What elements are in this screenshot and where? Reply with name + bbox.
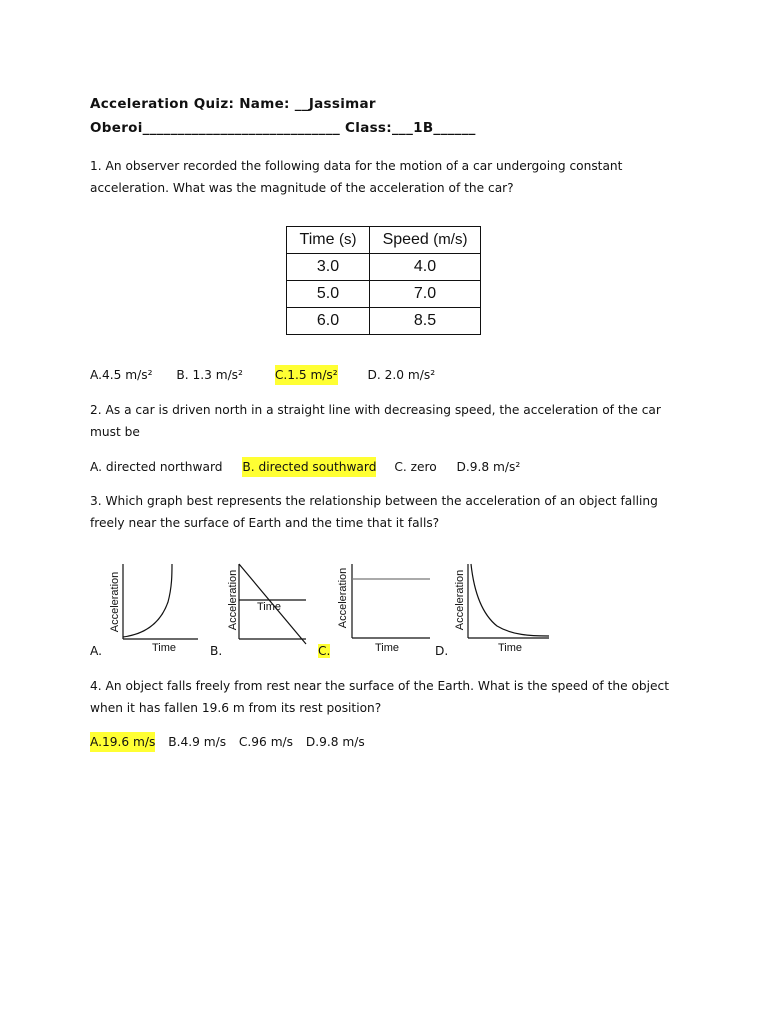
q2-choice-b[interactable]: B. directed southward <box>242 457 376 477</box>
q2-choice-d[interactable]: D.9.8 m/s² <box>456 460 521 474</box>
table-cell-speed: 8.5 <box>370 308 481 335</box>
graph-a-curve <box>123 564 172 637</box>
quiz-header <box>90 92 690 140</box>
q1-choice-b[interactable]: B. 1.3 m/s² <box>176 368 243 382</box>
q1-choice-a[interactable]: A.4.5 m/s² <box>90 368 153 382</box>
q4-choice-d[interactable]: D.9.8 m/s <box>305 735 365 749</box>
table-row <box>287 308 481 335</box>
question-1 <box>90 155 690 199</box>
table-header-time: Time (s) <box>287 227 370 254</box>
graph-d-xlabel: Time <box>497 642 523 654</box>
question-4-choices <box>90 732 690 752</box>
question-2-text: 2. As a car is driven north in a straight line with decreasing speed, the acceleration of the car must be <box>90 403 661 439</box>
question-2-choices <box>90 457 690 477</box>
table-cell-speed: 7.0 <box>370 281 481 308</box>
q2-choice-c[interactable]: C. zero <box>394 460 437 474</box>
table-row <box>287 281 481 308</box>
header-name-line: Acceleration Quiz: Name: __Jassimar <box>90 96 376 112</box>
q1-choice-d[interactable]: D. 2.0 m/s² <box>367 368 436 382</box>
graph-c-ylabel: Acceleration <box>337 567 349 629</box>
data-table-wrap <box>286 226 481 335</box>
time-speed-table <box>286 226 481 335</box>
graph-d-letter[interactable]: D. <box>435 644 449 658</box>
graph-c-letter-highlight: C. <box>318 644 331 658</box>
graph-c-xlabel: Time <box>374 642 400 654</box>
q4-choice-b[interactable]: B.4.9 m/s <box>168 735 227 749</box>
question-3 <box>90 490 690 534</box>
table-header-row <box>287 227 481 254</box>
header-class-line: Oberoi____________________________ Class:___1B______ <box>90 120 476 136</box>
q4-choice-c[interactable]: C.96 m/s <box>238 735 294 749</box>
table-cell-time: 5.0 <box>287 281 370 308</box>
question-4-text: 4. An object falls freely from rest near the surface of the Earth. What is the speed of the object when it has fallen 19.6 m from its rest position? <box>90 679 670 715</box>
question-4 <box>90 675 690 719</box>
table-header-speed: Speed (m/s) <box>370 227 481 254</box>
graph-a[interactable] <box>106 562 206 662</box>
graph-b[interactable] <box>224 562 324 662</box>
q2-choice-a[interactable]: A. directed northward <box>90 460 223 474</box>
question-1-text: 1. An observer recorded the following data for the motion of a car undergoing constant acceleration. What was the magnitude of the acceleration of the car? <box>90 159 623 195</box>
graph-c-letter[interactable] <box>318 644 330 658</box>
table-cell-speed: 4.0 <box>370 254 481 281</box>
graph-b-ylabel: Acceleration <box>227 569 239 631</box>
question-1-choices <box>90 365 690 385</box>
table-row <box>287 254 481 281</box>
graph-d-ylabel: Acceleration <box>454 569 466 631</box>
question-3-text: 3. Which graph best represents the relationship between the acceleration of an object falling freely near the surface of Earth and the time that it falls? <box>90 494 658 530</box>
graph-a-xlabel: Time <box>151 642 177 654</box>
question-2 <box>90 399 690 443</box>
q1-choice-c[interactable]: C.1.5 m/s² <box>275 365 338 385</box>
graph-a-ylabel: Acceleration <box>109 571 121 633</box>
graph-c[interactable] <box>335 562 435 662</box>
graph-d-curve <box>471 564 549 636</box>
table-cell-time: 6.0 <box>287 308 370 335</box>
q4-choice-a[interactable]: A.19.6 m/s <box>90 732 155 752</box>
graph-d[interactable] <box>452 562 552 662</box>
graph-a-letter[interactable]: A. <box>90 644 102 658</box>
graph-b-letter[interactable]: B. <box>210 644 223 658</box>
graph-b-xlabel: Time <box>257 601 282 613</box>
table-cell-time: 3.0 <box>287 254 370 281</box>
